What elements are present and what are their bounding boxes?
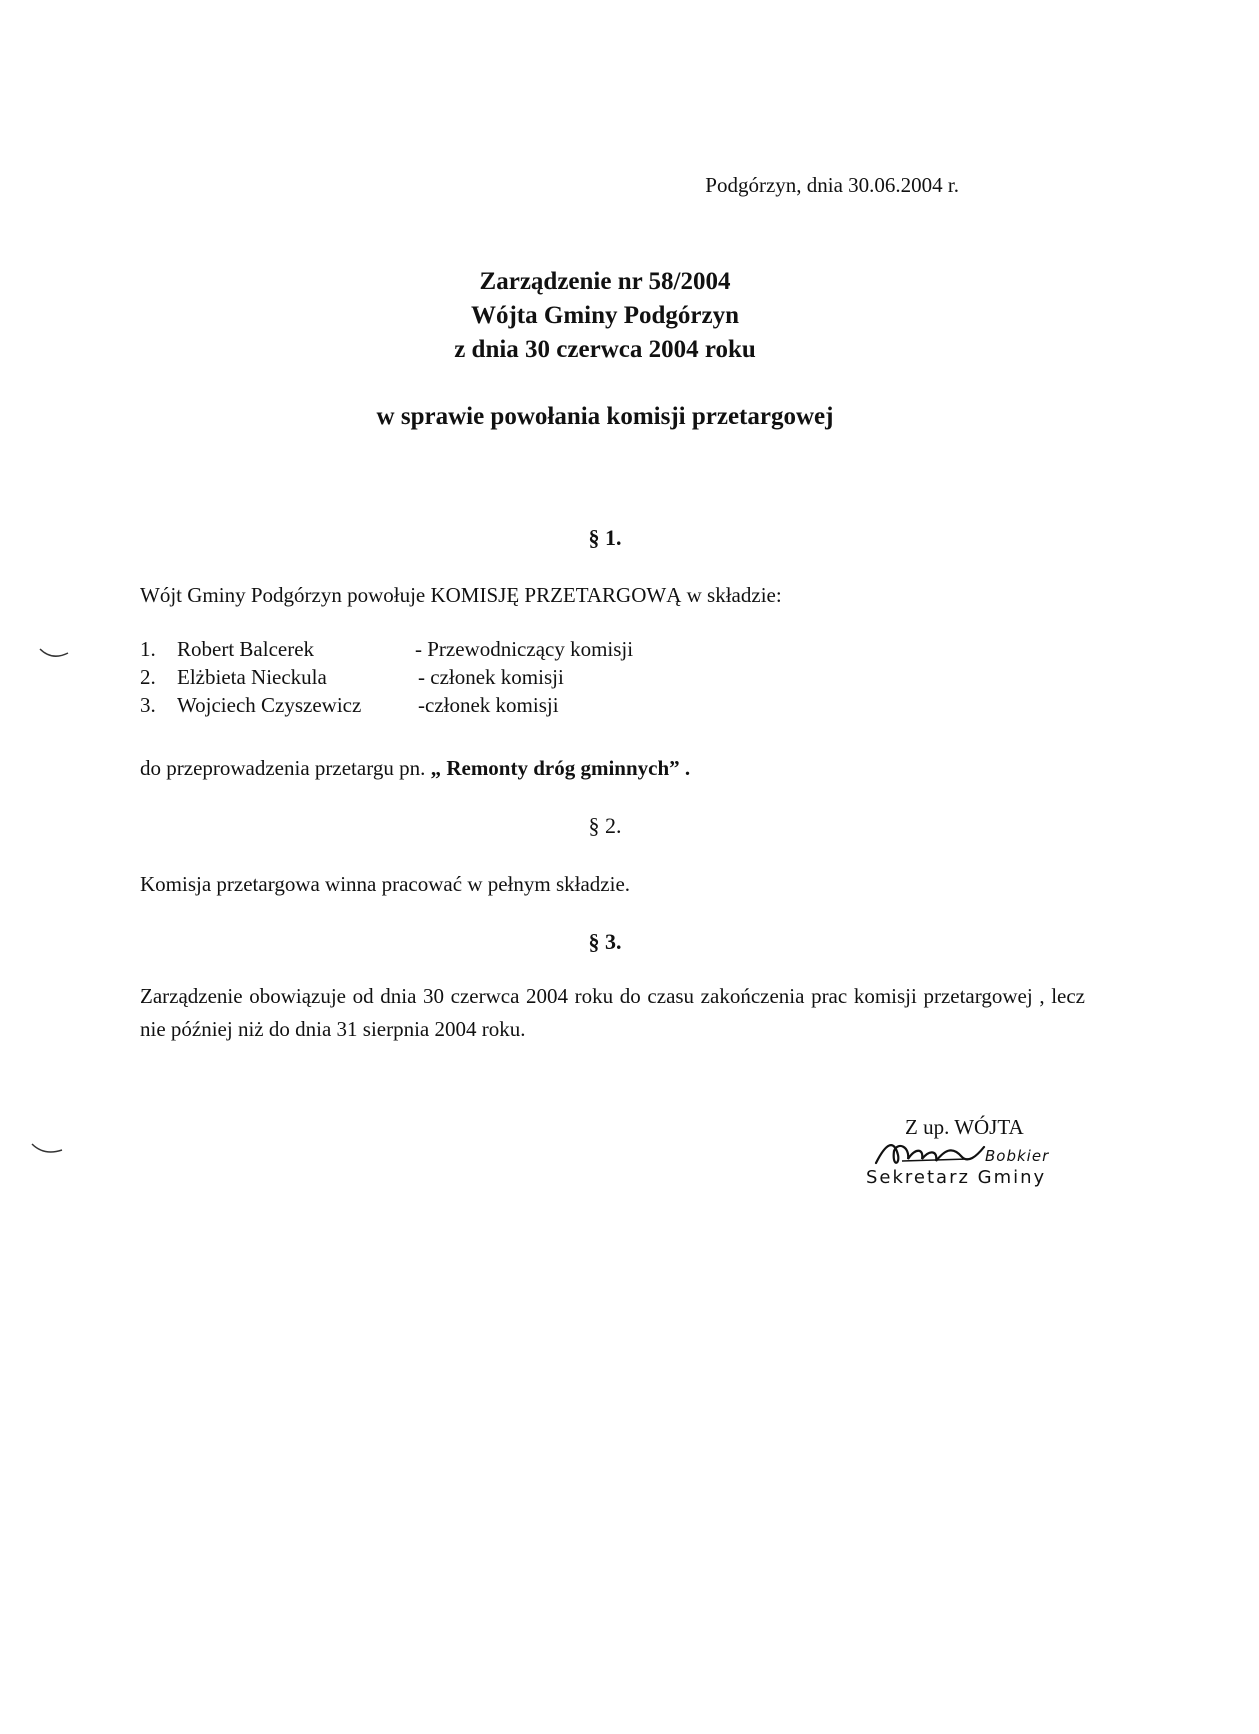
conduct-prefix: do przeprowadzenia przetargu pn. bbox=[140, 756, 431, 780]
document-subject: w sprawie powołania komisji przetargowej bbox=[376, 403, 834, 430]
member-name: Robert Balcerek bbox=[177, 637, 315, 661]
signature-on-behalf: Z up. WÓJTA bbox=[905, 1115, 1024, 1139]
member-number: 2. bbox=[140, 665, 156, 689]
member-number: 3. bbox=[140, 693, 156, 717]
section-3-mark: § 3. bbox=[588, 929, 622, 954]
member-number: 1. bbox=[140, 637, 156, 661]
member-name: Elżbieta Nieckula bbox=[177, 665, 327, 689]
place-date: Podgórzyn, dnia 30.06.2004 r. bbox=[705, 173, 959, 197]
member-name: Wojciech Czyszewicz bbox=[177, 693, 362, 717]
title-line-2: Wójta Gminy Podgórzyn bbox=[470, 302, 740, 329]
title-line-3: z dnia 30 czerwca 2004 roku bbox=[454, 336, 756, 363]
member-role: - Przewodniczący komisji bbox=[415, 637, 634, 661]
member-role: -członek komisji bbox=[418, 693, 559, 717]
signatory-name: Bobkier bbox=[985, 1147, 1050, 1165]
member-role: - członek komisji bbox=[418, 665, 564, 689]
signatory-title: Sekretarz Gminy bbox=[866, 1167, 1047, 1188]
title-line-1: Zarządzenie nr 58/2004 bbox=[479, 268, 731, 295]
section-3-text: Zarządzenie obowiązuje od dnia 30 czerwca 2004 roku do czasu zakończenia prac komisji przetargowej , lecz nie później niż do dnia 31 sierpnia 2004 roku. bbox=[140, 984, 1085, 1041]
scan-mark-icon bbox=[30, 1140, 64, 1160]
handwritten-signature bbox=[872, 1137, 992, 1171]
tender-name: „ Remonty dróg gminnych” . bbox=[430, 756, 691, 780]
section-1-mark: § 1. bbox=[588, 525, 622, 550]
section-2-text: Komisja przetargowa winna pracować w pełnym składzie. bbox=[140, 872, 631, 896]
document-title bbox=[0, 265, 1210, 367]
section-2-mark: § 2. bbox=[588, 813, 622, 838]
section-1-intro: Wójt Gminy Podgórzyn powołuje KOMISJĘ PRZETARGOWĄ w składzie: bbox=[140, 583, 782, 607]
scan-mark-icon bbox=[38, 645, 70, 665]
section-1-conduct bbox=[140, 756, 690, 781]
